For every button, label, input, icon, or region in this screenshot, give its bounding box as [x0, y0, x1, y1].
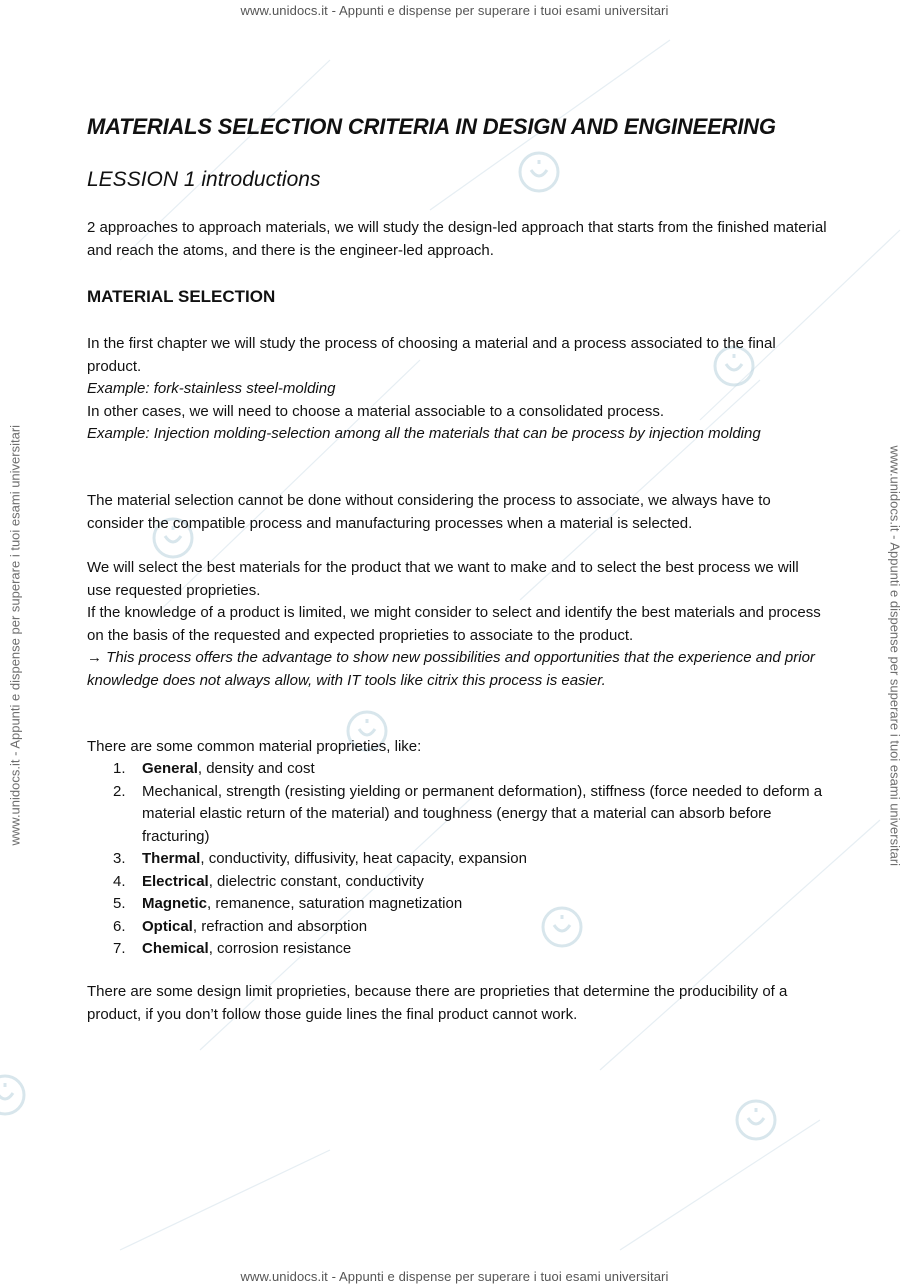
properties-intro: There are some common material proprieties, like:: [87, 738, 422, 755]
list-item: 2. Mechanical, strength (resisting yielding or permanent deformation), stiffness (force needed to deform a material elastic return of the material) and toughness (energy that a material can absorb before fracturing): [113, 782, 823, 845]
list-item: 6. Optical, refraction and absorption: [113, 917, 368, 935]
paragraph-text: In the first chapter we will study the process of choosing a material and a process associated to the final product.: [87, 335, 776, 375]
best-materials-paragraph: [87, 557, 827, 692]
list-item: 7. Chemical, corrosion resistance: [113, 940, 352, 957]
selection-paragraph: [87, 333, 827, 446]
arrow-icon: →: [87, 649, 102, 666]
list-item: 5. Magnetic, remanence, saturation magnetization: [113, 895, 463, 912]
watermark-side-right: www.unidocs.it - Appunti e dispense per superare i tuoi esami universitari: [887, 445, 903, 867]
paragraph-text: In other cases, we will need to choose a material associable to a consolidated process.: [87, 402, 664, 420]
watermark-side-left: www.unidocs.it - Appunti e dispense per superare i tuoi esami universitari: [7, 424, 23, 846]
watermark-footer: www.unidocs.it - Appunti e dispense per superare i tuoi esami universitari: [240, 1269, 669, 1284]
list-item: 3. Thermal, conductivity, diffusivity, heat capacity, expansion: [113, 850, 527, 867]
example-text: Example: fork-stainless steel-molding: [87, 380, 336, 397]
process-paragraph: The material selection cannot be done without considering the process to associate, we always have to consider the compatible process and manufacturing processes when a material is selected.: [87, 492, 771, 532]
advantage-text: → This process offers the advantage to show new possibilities and opportunities that the experience and prior knowledge does not always allow, with IT tools like citrix this process is easier.: [87, 649, 815, 689]
watermark-header: www.unidocs.it - Appunti e dispense per superare i tuoi esami universitari: [240, 3, 669, 18]
design-limits-paragraph: There are some design limit proprieties, because there are proprieties that determine the producibility of a product, if you don’t follow those guide lines the final product cannot work.: [87, 983, 788, 1023]
paragraph-text: If the knowledge of a product is limited, we might consider to select and identify the best materials and process on the basis of the requested and expected proprieties to associate to the product.: [87, 604, 821, 644]
example-text: Example: Injection molding-selection among all the materials that can be process by injection molding: [87, 425, 761, 442]
list-item: 4. Electrical, dielectric constant, conductivity: [113, 872, 424, 890]
intro-paragraph: 2 approaches to approach materials, we will study the design-led approach that starts from the finished material and reach the atoms, and there is the engineer-led approach.: [87, 219, 827, 259]
properties-list: [87, 758, 827, 961]
document-title: MATERIALS SELECTION CRITERIA IN DESIGN AND ENGINEERING: [87, 114, 776, 139]
list-item: 1. General, density and cost: [113, 760, 315, 777]
lesson-title: LESSION 1 introductions: [87, 168, 321, 191]
paragraph-text: We will select the best materials for the product that we want to make and to select the best process we will use requested proprieties.: [87, 559, 799, 599]
section-heading: MATERIAL SELECTION: [87, 287, 276, 306]
